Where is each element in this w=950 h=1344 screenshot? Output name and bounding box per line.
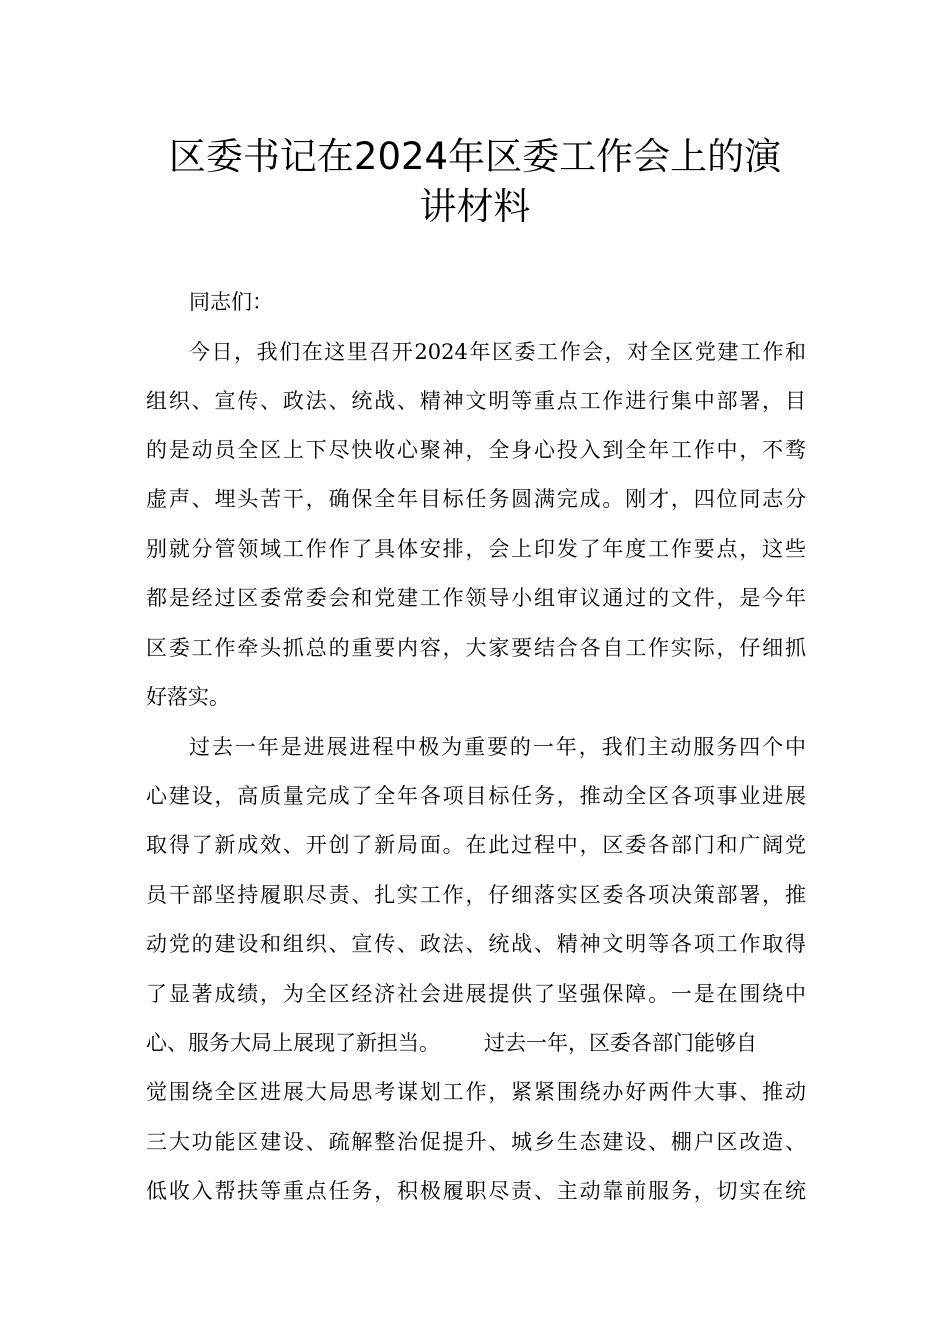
- paragraph-2-line: 低收入帮扶等重点任务，积极履职尽责、主动靠前服务，切实在统: [146, 1179, 806, 1203]
- paragraph-2-line: [146, 1028, 806, 1058]
- salutation: 同志们：: [189, 290, 273, 314]
- paragraph-1-line: 组织、宣传、政法、统战、精神文明等重点工作进行集中部署，目: [146, 389, 806, 413]
- paragraph-2-segment: 过去一年，区委各部门能够自: [484, 1031, 757, 1055]
- paragraph-1-line: 好落实。: [146, 685, 230, 709]
- paragraph-1-line: 区委工作牵头抓总的重要内容，大家要结合各自工作实际，仔细抓: [146, 636, 806, 660]
- document-title-line-1: 区委书记在2024年区委工作会上的演: [168, 135, 782, 178]
- paragraph-1-line: 虚声、埋头苦干，确保全年目标任务圆满完成。刚才，四位同志分: [146, 487, 806, 511]
- paragraph-2-line: 心建设，高质量完成了全年各项目标任务，推动全区各项事业进展: [146, 784, 806, 808]
- paragraph-2-line: 动党的建设和组织、宣传、政法、统战、精神文明等各项工作取得: [146, 932, 806, 956]
- paragraph-1-line: 别就分管领域工作作了具体安排，会上印发了年度工作要点，这些: [146, 537, 806, 561]
- document-title-line-2: 讲材料: [419, 185, 531, 228]
- paragraph-2-line: 觉围绕全区进展大局思考谋划工作，紧紧围绕办好两件大事、推动: [146, 1080, 806, 1104]
- paragraph-2-line: 取得了新成效、开创了新局面。在此过程中，区委各部门和广阔党: [146, 833, 806, 857]
- paragraph-2-line: 过去一年是进展进程中极为重要的一年，我们主动服务四个中: [189, 735, 806, 759]
- paragraph-2-line: 员干部坚持履职尽责、扎实工作，仔细落实区委各项决策部署，推: [146, 883, 806, 907]
- paragraph-2-segment: 心、服务大局上展现了新担当。: [146, 1031, 440, 1055]
- paragraph-1-line: 的是动员全区上下尽快收心聚神，全身心投入到全年工作中，不骛: [146, 438, 806, 462]
- paragraph-2-line: 了显著成绩，为全区经济社会进展提供了坚强保障。一是在围绕中: [146, 982, 806, 1006]
- paragraph-2-line: 三大功能区建设、疏解整治促提升、城乡生态建设、棚户区改造、: [146, 1130, 806, 1154]
- paragraph-1-line: 都是经过区委常委会和党建工作领导小组审议通过的文件，是今年: [146, 586, 806, 610]
- paragraph-1-line: 今日，我们在这里召开2024年区委工作会，对全区党建工作和: [189, 340, 806, 364]
